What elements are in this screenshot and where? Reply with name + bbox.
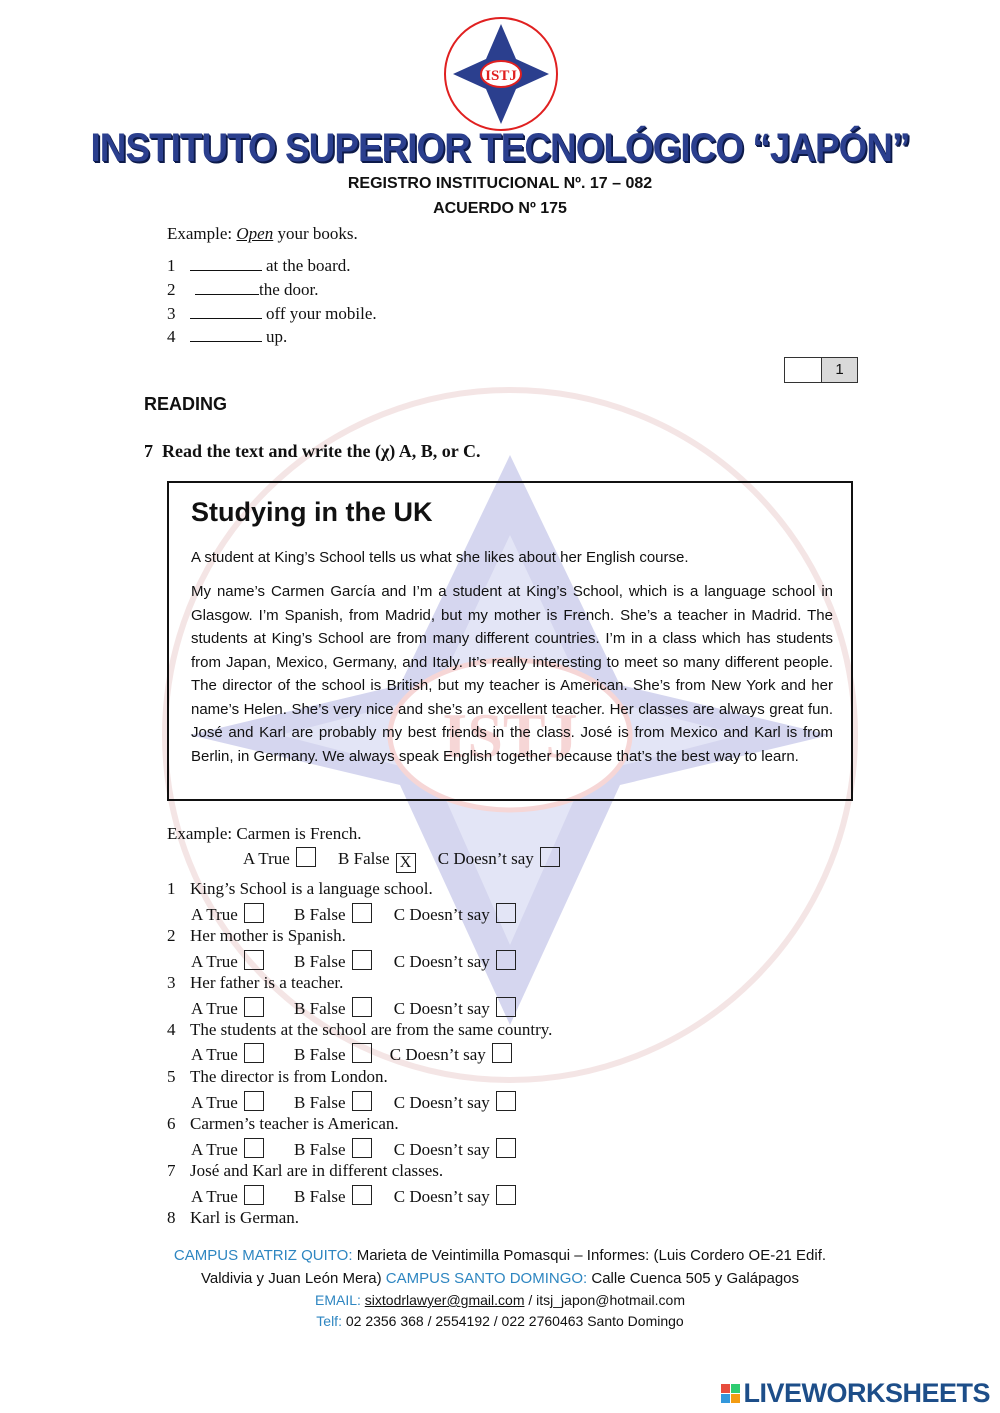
question-options	[191, 997, 516, 1019]
blank-input[interactable]	[190, 327, 262, 342]
campus-sd-text: Calle Cuenca 505 y Galápagos	[587, 1270, 800, 1287]
checkbox-c[interactable]	[492, 1043, 512, 1063]
footer-line-1	[0, 1247, 1000, 1264]
fill-item	[190, 327, 287, 347]
checkbox-c[interactable]	[540, 847, 560, 867]
question-number: 4	[167, 1020, 176, 1039]
footer-line-3	[0, 1292, 1000, 1308]
fill-item	[190, 304, 377, 324]
checkbox-b[interactable]	[352, 1091, 372, 1111]
liveworksheets-brand[interactable]	[721, 1378, 990, 1409]
email-label: EMAIL:	[314, 1292, 361, 1308]
example-sentence	[167, 224, 358, 244]
checkbox-a[interactable]	[244, 950, 264, 970]
score-value: 1	[822, 358, 857, 382]
checkbox-a[interactable]	[244, 1138, 264, 1158]
blank-input[interactable]	[195, 280, 259, 295]
option-a-label: A True	[191, 999, 238, 1018]
checkbox-a[interactable]	[244, 1185, 264, 1205]
email-sep: / itsj_japon@hotmail.com	[524, 1292, 685, 1308]
option-b-label: B False	[294, 952, 346, 971]
question-options	[191, 1091, 516, 1113]
question-text: The director is from London.	[190, 1067, 388, 1086]
fill-item	[195, 280, 319, 300]
footer-line-2	[0, 1270, 1000, 1287]
question-text: Her mother is Spanish.	[190, 926, 346, 945]
item-number: 3	[167, 304, 176, 323]
question-number: 5	[167, 1067, 176, 1086]
option-a-label: A True	[191, 1093, 238, 1112]
option-b-label: B False	[294, 905, 346, 924]
question-number: 8	[167, 1208, 176, 1227]
liveworksheets-logo-icon	[721, 1384, 740, 1403]
option-c-label: C Doesn’t say	[437, 849, 534, 868]
question-text: Carmen’s teacher is American.	[190, 1114, 399, 1133]
question-text: The students at the school are from the same country.	[190, 1020, 553, 1039]
fill-item	[190, 256, 351, 276]
score-input[interactable]	[785, 358, 822, 382]
checkbox-c[interactable]	[496, 1138, 516, 1158]
checkbox-a[interactable]	[244, 1043, 264, 1063]
checkbox-b[interactable]: X	[396, 853, 416, 873]
instruction-number: 7	[144, 441, 153, 461]
checkbox-a[interactable]	[244, 1091, 264, 1111]
example-suffix: your books.	[273, 224, 358, 243]
checkbox-b[interactable]	[352, 1138, 372, 1158]
checkbox-a[interactable]	[296, 847, 316, 867]
example-word: Open	[236, 224, 274, 243]
item-text: the door.	[259, 280, 319, 299]
example-options	[243, 847, 560, 873]
question-number: 7	[167, 1161, 176, 1180]
registro-institucional: REGISTRO INSTITUCIONAL Nº. 17 – 082	[347, 175, 653, 192]
option-c-label: C Doesn’t say	[393, 905, 490, 924]
option-c-label: C Doesn’t say	[393, 999, 490, 1018]
option-c-label: C Doesn’t say	[389, 1045, 486, 1064]
question-options	[191, 903, 516, 925]
option-a-label: A True	[191, 1045, 238, 1064]
option-b-label: B False	[294, 1093, 346, 1112]
option-a-label: A True	[191, 905, 238, 924]
question-text: Her father is a teacher.	[190, 973, 344, 992]
question-number: 2	[167, 926, 176, 945]
article-title: Studying in the UK	[191, 497, 433, 527]
checkbox-c[interactable]	[496, 1185, 516, 1205]
question-text: Karl is German.	[190, 1208, 300, 1227]
brand-text: LIVEWORKSHEETS	[743, 1378, 990, 1408]
option-b-label: B False	[294, 1140, 346, 1159]
instruction-text-after: ) A, B, or C.	[389, 441, 481, 461]
acuerdo: ACUERDO Nº 175	[433, 200, 567, 217]
question-options	[191, 1043, 512, 1065]
option-a-label: A True	[191, 952, 238, 971]
option-a-label: A True	[243, 849, 290, 868]
checkbox-c[interactable]	[496, 950, 516, 970]
question-number: 1	[167, 879, 176, 898]
option-b-label: B False	[294, 1187, 346, 1206]
option-a-label: A True	[191, 1187, 238, 1206]
article-body: My name’s Carmen García and I’m a student at King’s School, which is a language school in Glasgow. I’m Spanish, from Madrid, but my mother is French. She’s a teacher in Madrid. The students at King’s School are from many different countries. I’m in a class which has students from Japan, Mexico, Germany, and Italy. It’s really interesting to meet so many different people. The director of the school is British, but my teacher is American. She’s from New York and her name’s Helen. She’s very nice and she’s an excellent teacher. Her classes are always great fun. José and Karl are probably my best friends in the class. José is from Mexico and Karl is from Berlin, in Germany. We always speak English together because that’s the best way to learn.	[191, 583, 833, 765]
item-number: 2	[167, 280, 176, 299]
checkbox-c[interactable]	[496, 903, 516, 923]
option-c-label: C Doesn’t say	[393, 1093, 490, 1112]
question-options	[191, 1185, 516, 1207]
option-c-label: C Doesn’t say	[393, 952, 490, 971]
checkbox-b[interactable]	[352, 950, 372, 970]
campus-matriz-label: CAMPUS MATRIZ QUITO:	[173, 1247, 353, 1264]
blank-input[interactable]	[190, 304, 262, 319]
option-b-label: B False	[294, 999, 346, 1018]
checkbox-a[interactable]	[244, 997, 264, 1017]
item-text: up.	[266, 327, 288, 346]
instruction	[144, 441, 480, 462]
question-text: José and Karl are in different classes.	[190, 1161, 444, 1180]
instruction-text-before: Read the text and write the (	[162, 441, 381, 461]
institute-name: INSTITUTO SUPERIOR TECNOLÓGICO “JAPÓN”	[90, 126, 910, 170]
option-a-label: A True	[191, 1140, 238, 1159]
question-number: 3	[167, 973, 176, 992]
option-c-label: C Doesn’t say	[393, 1187, 490, 1206]
telf-text: 02 2356 368 / 2554192 / 022 2760463 Santo Domingo	[341, 1313, 684, 1329]
email-link[interactable]: sixtodrlawyer@gmail.com	[364, 1292, 525, 1308]
article-box	[167, 481, 853, 801]
question-options	[191, 950, 516, 972]
item-text: at the board.	[266, 256, 351, 275]
blank-input[interactable]	[190, 256, 262, 271]
article-intro: A student at King’s School tells us what she likes about her English course.	[191, 549, 689, 566]
watermark-logo-text: ISTJ	[442, 700, 578, 771]
checkbox-b[interactable]	[352, 1043, 372, 1063]
option-b-label: B False	[294, 1045, 346, 1064]
checkbox-a[interactable]	[244, 903, 264, 923]
question-options	[191, 1138, 516, 1160]
example-prefix: Example:	[167, 224, 237, 243]
telf-label: Telf:	[316, 1313, 342, 1329]
instruction-x: χ	[380, 441, 390, 461]
checkbox-b[interactable]	[352, 1185, 372, 1205]
item-text: off your mobile.	[266, 304, 377, 323]
logo-text: ISTJ	[485, 68, 517, 84]
checkbox-b[interactable]	[352, 903, 372, 923]
checkbox-b[interactable]	[352, 997, 372, 1017]
item-number: 1	[167, 256, 176, 275]
checkbox-c[interactable]	[496, 1091, 516, 1111]
question-number: 6	[167, 1114, 176, 1133]
footer-line2-text: Valdivia y Juan León Mera)	[200, 1270, 386, 1287]
section-title: READING	[144, 394, 228, 414]
campus-matriz-text: Marieta de Veintimilla Pomasqui – Informes: (Luis Cordero OE-21 Edif.	[352, 1247, 827, 1264]
option-b-label: B False	[338, 849, 390, 868]
istj-logo	[441, 14, 561, 134]
score-box	[784, 357, 858, 383]
option-c-label: C Doesn’t say	[393, 1140, 490, 1159]
campus-sd-label: CAMPUS SANTO DOMINGO:	[385, 1270, 588, 1287]
footer-line-4	[0, 1313, 1000, 1329]
checkbox-c[interactable]	[496, 997, 516, 1017]
question-text: King’s School is a language school.	[190, 879, 433, 898]
example-question: Example: Carmen is French.	[167, 824, 362, 843]
item-number: 4	[167, 327, 176, 346]
